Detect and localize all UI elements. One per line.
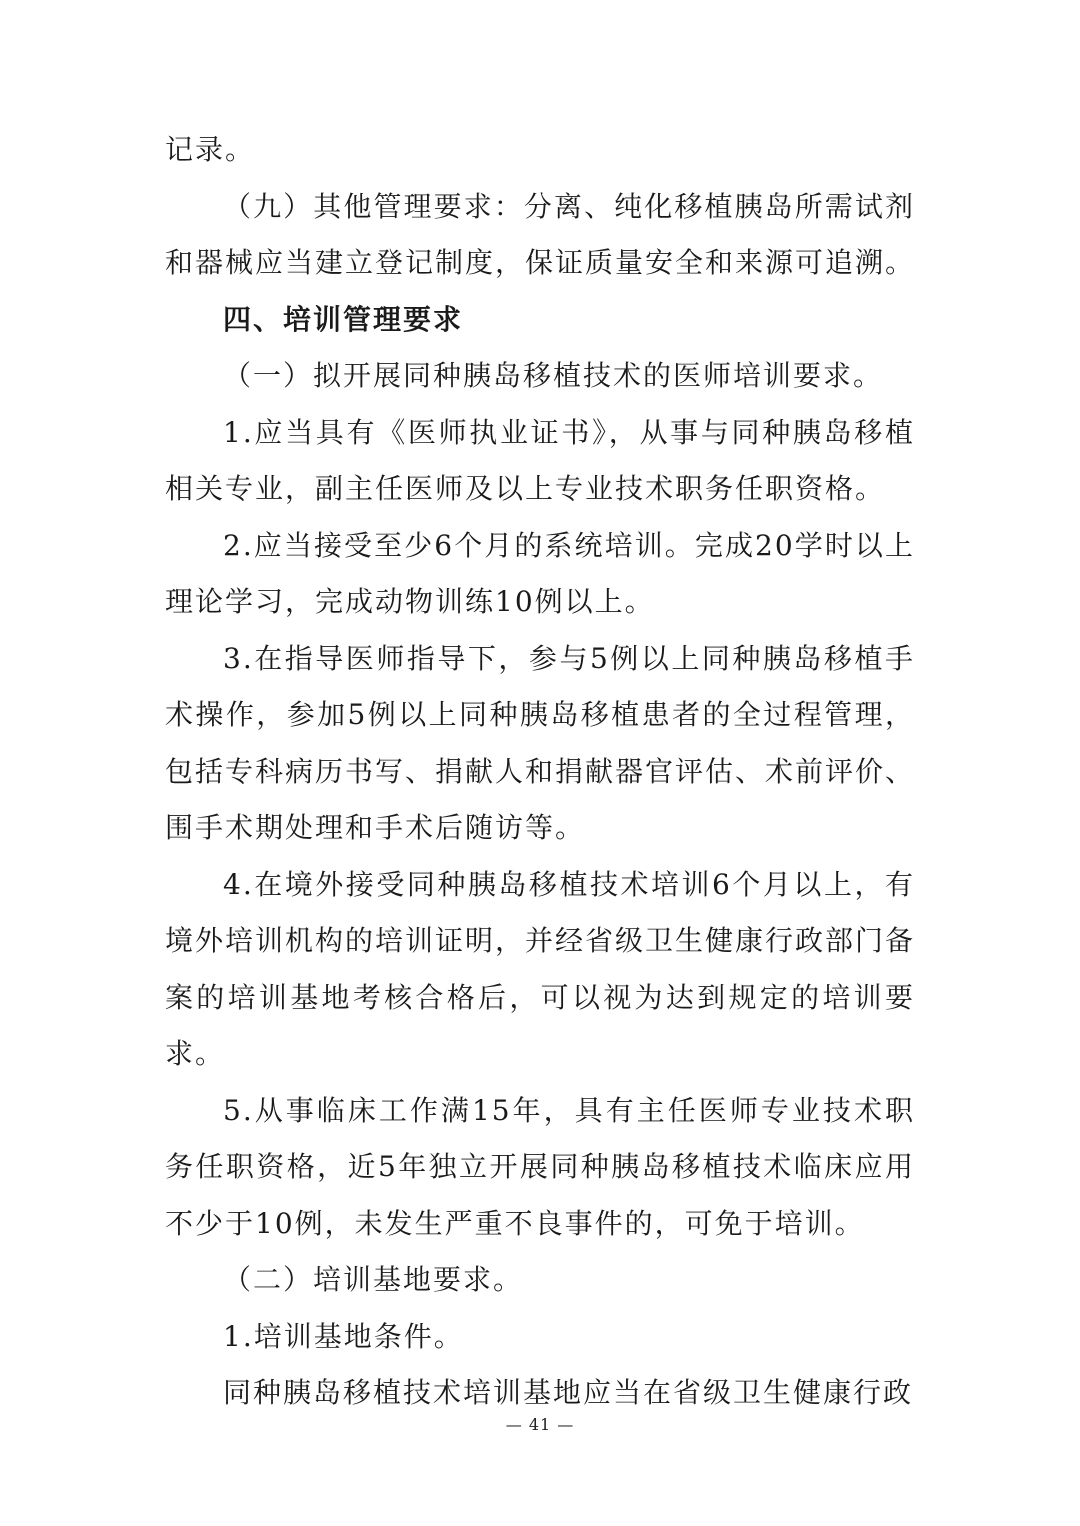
- paragraph-requirement-5: 5.从事临床工作满15年，具有主任医师专业技术职务任职资格，近5年独立开展同种胰岛移植技术临床应用不少于10例，未发生严重不良事件的，可免于培训。: [165, 1093, 915, 1240]
- paragraph-base-conditions: 1.培训基地条件。: [223, 1319, 464, 1353]
- page-number: — 41 —: [505, 1415, 575, 1434]
- paragraph-record-end: 记录。: [165, 133, 256, 166]
- document-body: [165, 122, 915, 1422]
- paragraph-physician-training: （一）拟开展同种胰岛移植技术的医师培训要求。: [223, 359, 884, 392]
- paragraph-requirement-2: 2.应当接受至少6个月的系统培训。完成20学时以上理论学习，完成动物训练10例以上。: [165, 528, 915, 618]
- paragraph-requirement-4: 4.在境外接受同种胰岛移植技术培训6个月以上，有境外培训机构的培训证明，并经省级卫生健康行政部门备案的培训基地考核合格后，可以视为达到规定的培训要求。: [165, 867, 916, 1070]
- section-heading-training: 四、培训管理要求: [223, 302, 464, 336]
- paragraph-base-description: 同种胰岛移植技术培训基地应当在省级卫生健康行政: [223, 1376, 914, 1409]
- paragraph-item-nine: （九）其他管理要求：分离、纯化移植胰岛所需试剂和器械应当建立登记制度，保证质量安全和来源可追溯。: [165, 189, 916, 279]
- paragraph-requirement-3: 3.在指导医师指导下，参与5例以上同种胰岛移植手术操作，参加5例以上同种胰岛移植患者的全过程管理，包括专科病历书写、捐献人和捐献器官评估、术前评价、围手术期处理和手术后随访等。: [165, 641, 916, 844]
- paragraph-requirement-1: 1.应当具有《医师执业证书》，从事与同种胰岛移植相关专业，副主任医师及以上专业技术职务任职资格。: [165, 415, 915, 505]
- paragraph-base-requirements: （二）培训基地要求。: [223, 1263, 524, 1296]
